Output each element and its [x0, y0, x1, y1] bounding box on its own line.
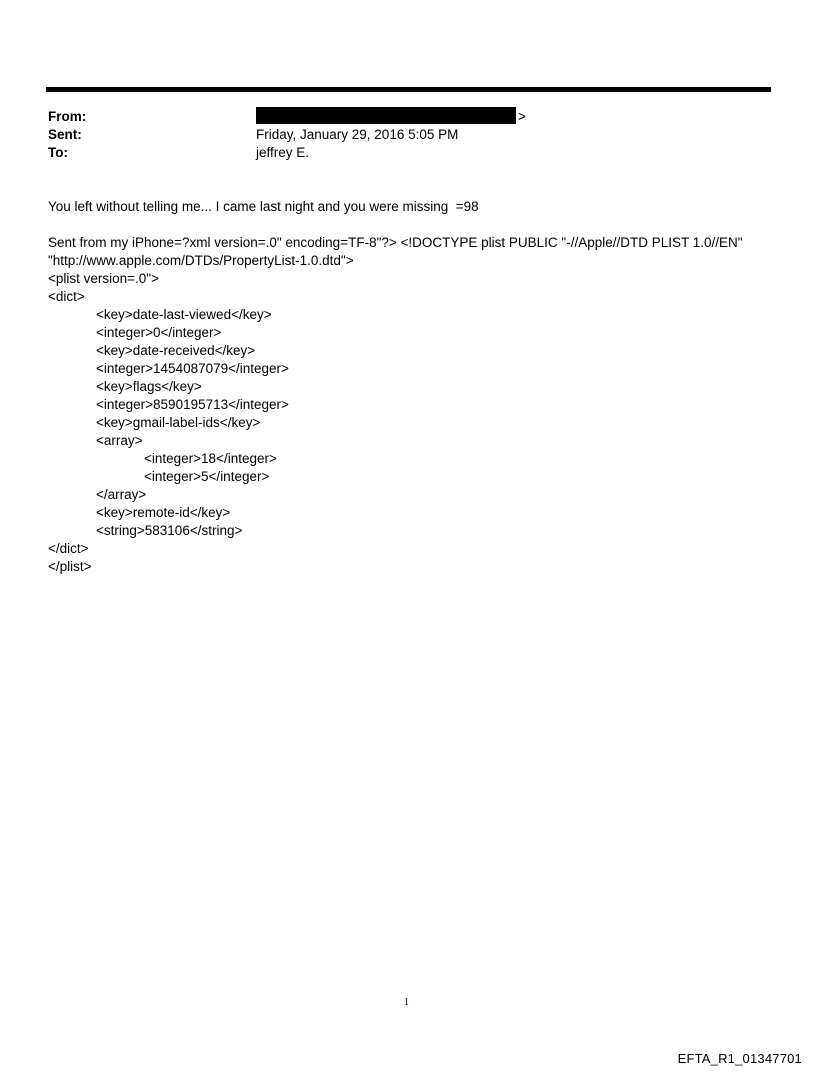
plist-line: </array> — [96, 487, 147, 502]
plist-line: <integer>0</integer> — [96, 325, 222, 340]
plist-line: <key>flags</key> — [96, 379, 202, 394]
from-label: From: — [48, 109, 87, 124]
plist-line: <integer>5</integer> — [144, 469, 270, 484]
header-divider — [46, 87, 771, 92]
signature-line: Sent from my iPhone=?xml version=.0" encoding=TF-8"?> <!DOCTYPE plist PUBLIC "-//Apple//DTD PLIST 1.0//EN" — [48, 235, 743, 250]
plist-line: <key>remote-id</key> — [96, 505, 231, 520]
redaction-block — [256, 107, 516, 124]
plist-line: <key>date-last-viewed</key> — [96, 307, 272, 322]
to-value: jeffrey E. — [256, 145, 310, 160]
to-label: To: — [48, 145, 68, 160]
dict-close-line: </dict> — [48, 541, 89, 556]
sent-label: Sent: — [48, 127, 82, 142]
page-number: 1 — [404, 997, 409, 1008]
plist-line: <integer>1454087079</integer> — [96, 361, 289, 376]
from-value-suffix: > — [518, 109, 526, 124]
sent-value: Friday, January 29, 2016 5:05 PM — [256, 127, 459, 142]
plist-line: <string>583106</string> — [96, 523, 243, 538]
plist-line: <array> — [96, 433, 143, 448]
plist-open-line: <plist version=.0"> — [48, 271, 159, 286]
message-text: You left without telling me... I came last night and you were missing =98 — [48, 199, 479, 214]
plist-line: <key>gmail-label-ids</key> — [96, 415, 261, 430]
plist-line: <key>date-received</key> — [96, 343, 256, 358]
dict-open-line: <dict> — [48, 289, 85, 304]
doctype-url-line: "http://www.apple.com/DTDs/PropertyList-1.0.dtd"> — [48, 253, 354, 268]
plist-line: <integer>8590195713</integer> — [96, 397, 289, 412]
plist-line: <integer>18</integer> — [144, 451, 277, 466]
plist-close-line: </plist> — [48, 559, 92, 574]
document-id: EFTA_R1_01347701 — [677, 1051, 802, 1066]
